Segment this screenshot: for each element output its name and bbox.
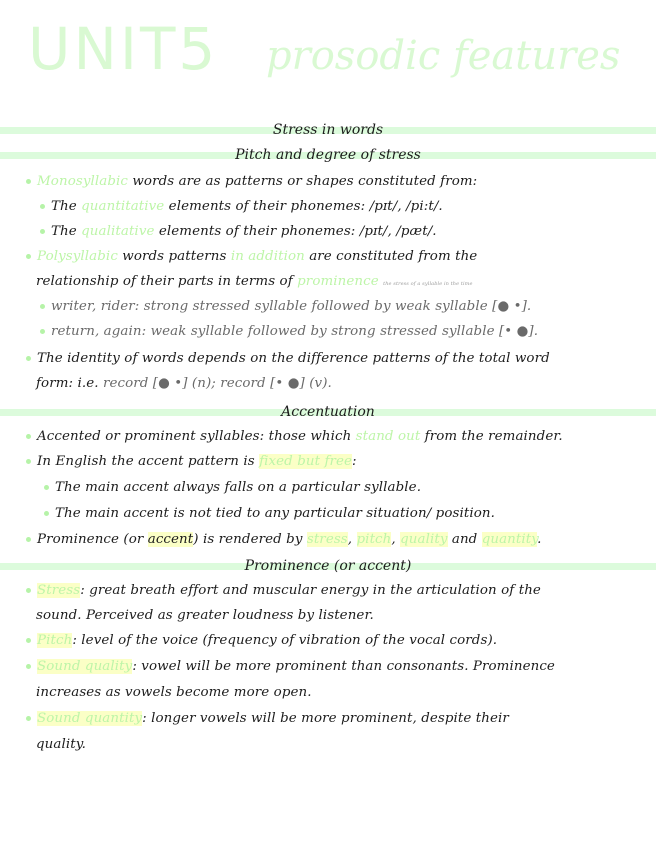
note-line: In English the accent pattern is fixed but free: — [26, 453, 357, 471]
bullet-icon — [26, 664, 31, 669]
term-pitch: Pitch — [37, 633, 73, 648]
note-line: Accented or prominent syllables: those which stand out from the remainder. — [26, 428, 563, 446]
term-prominence: prominence — [297, 274, 379, 289]
note-line: The qualitative elements of their phonemes: /pɪt/, /pæt/. — [40, 223, 437, 241]
bullet-icon — [40, 304, 45, 309]
note-line: Sound quantity: longer vowels will be more prominent, despite their — [26, 710, 509, 728]
bullet-icon — [44, 511, 49, 516]
note-line: writer, rider: strong stressed syllable followed by weak syllable [● •]. — [40, 298, 531, 316]
bullet-icon — [26, 537, 31, 542]
heading-stress-in-words: Stress in words — [272, 122, 384, 138]
term-fixed-but-free: fixed but free — [259, 454, 353, 469]
bullet-icon — [26, 716, 31, 721]
heading-pitch-degree: Pitch and degree of stress — [235, 147, 421, 163]
heading-prominence: Prominence (or accent) — [244, 558, 412, 574]
note-line: The identity of words depends on the difference patterns of the total word — [26, 350, 550, 368]
note-line: sound. Perceived as greater loudness by listener. — [36, 608, 374, 623]
note-line: Polysyllabic words patterns in addition are constituted from the — [26, 248, 477, 266]
note-line: return, again: weak syllable followed by strong stressed syllable [• ●]. — [40, 323, 538, 341]
term-qualitative: qualitative — [81, 224, 155, 239]
note-line: The main accent always falls on a particular syllable. — [44, 479, 421, 497]
bullet-icon — [40, 204, 45, 209]
note-line: form: i.e. record [● •] (n); record [• ●] (v). — [36, 376, 332, 391]
bullet-icon — [26, 254, 31, 259]
bullet-icon — [26, 434, 31, 439]
note-line: Prominence (or accent) is rendered by stress, pitch, quality and quantity. — [26, 531, 542, 549]
term-quantitative: quantitative — [81, 199, 165, 214]
term-stress: Stress — [37, 583, 81, 598]
term-monosyllabic: Monosyllabic — [37, 174, 128, 189]
note-line: relationship of their parts in terms of prominence the stress of a syllable in the time — [36, 274, 473, 289]
term-stand-out: stand out — [355, 429, 421, 444]
note-line: The main accent is not tied to any particular situation/ position. — [44, 505, 495, 523]
bullet-icon — [26, 638, 31, 643]
bullet-icon — [44, 485, 49, 490]
bullet-icon — [26, 588, 31, 593]
note-line: Monosyllabic words are as patterns or shapes constituted from: — [26, 173, 477, 191]
unit-title: UNIT5 — [28, 15, 219, 83]
note-line: Sound quality: vowel will be more prominent than consonants. Prominence — [26, 658, 555, 676]
bullet-icon — [26, 459, 31, 464]
unit-subtitle: prosodic features — [266, 33, 621, 79]
heading-accentuation: Accentuation — [281, 404, 375, 420]
note-line: The quantitative elements of their phonemes: /pɪt/, /pi:t/. — [40, 198, 443, 216]
bullet-icon — [26, 179, 31, 184]
bullet-icon — [40, 329, 45, 334]
note-line: Pitch: level of the voice (frequency of vibration of the vocal cords). — [26, 632, 497, 650]
term-polysyllabic: Polysyllabic — [37, 249, 118, 264]
term-sound-quality: Sound quality — [37, 659, 133, 674]
bullet-icon — [40, 229, 45, 234]
bullet-icon — [26, 356, 31, 361]
note-line: quality. — [36, 737, 86, 752]
term-sound-quantity: Sound quantity — [37, 711, 143, 726]
note-line: Stress: great breath effort and muscular energy in the articulation of the — [26, 582, 541, 600]
note-line: increases as vowels become more open. — [36, 685, 312, 700]
